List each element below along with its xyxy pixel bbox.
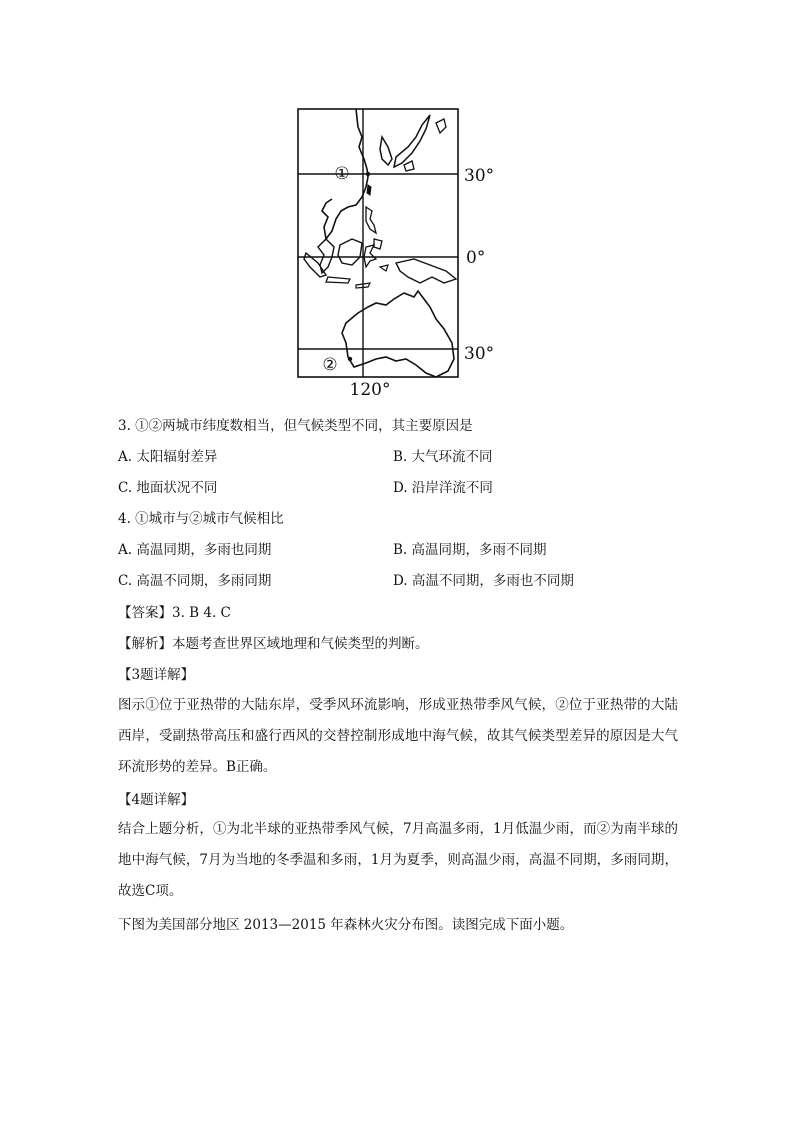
australia-coastline (342, 291, 454, 377)
java-shape (326, 277, 350, 283)
map-svg (296, 107, 506, 407)
q4-option-a: A. 高温同期，多雨也同期 (118, 542, 272, 558)
korea-shape (380, 137, 392, 165)
new-guinea-shape (396, 259, 456, 283)
sulawesi-shape (364, 245, 376, 267)
lon-120-label: 120° (349, 380, 391, 400)
next-section-intro: 下图为美国部分地区 2013—2015 年森林火灾分布图。读图完成下面小题。 (118, 917, 574, 933)
q3-option-a: A. 太阳辐射差异 (118, 449, 218, 465)
q4-option-d: D. 高温不同期，多雨也不同期 (393, 573, 574, 589)
detail3-heading: 【3题详解】 (118, 667, 195, 683)
analysis-line: 【解析】本题考查世界区域地理和气候类型的判断。 (118, 636, 429, 652)
lat-0-label: 0° (466, 248, 486, 268)
lat-30n-label: 30° (464, 166, 495, 186)
mindanao-shape (374, 239, 382, 249)
q4-option-c: C. 高温不同期，多雨同期 (118, 573, 272, 589)
borneo-shape (338, 239, 362, 265)
hokkaido-shape (436, 119, 446, 133)
q4-stem: 4. ①城市与②城市气候相比 (118, 511, 284, 527)
asia-australia-map (296, 107, 506, 407)
taiwan-shape (367, 185, 371, 195)
q4-option-b: B. 高温同期，多雨不同期 (393, 542, 547, 558)
q3-stem: 3. ①②两城市纬度数相当，但气候类型不同，其主要原因是 (118, 418, 473, 434)
island-shape (380, 265, 388, 271)
city2-label: ② (322, 355, 338, 375)
detail4-heading: 【4题详解】 (118, 792, 195, 808)
city2-dot (348, 357, 352, 361)
q3-option-d: D. 沿岸洋流不同 (393, 480, 493, 496)
philippines-shape (366, 207, 376, 233)
q3-option-b: B. 大气环流不同 (393, 449, 493, 465)
lat-30s-label: 30° (464, 344, 495, 364)
detail4-paragraph: 结合上题分析，①为北半球的亚热带季风气候，7月高温多雨，1月低温少雨，而②为南半球的地中海气候，7月为当地的冬季温和多雨，1月为夏季，则高温少雨，高温不同期，多雨同期，故选C项。 (118, 821, 678, 899)
kyushu-shape (404, 161, 414, 171)
city1-label: ① (334, 164, 350, 184)
detail3-paragraph: 图示①位于亚热带的大陆东岸，受季风环流影响，形成亚热带季风气候，②位于亚热带的大陆西岸，受副热带高压和盛行西风的交替控制形成地中海气候，故其气候类型差异的原因是大气环流形势的差异。B正确。 (118, 697, 678, 775)
city1-dot (366, 172, 370, 176)
japan-shape (394, 115, 430, 167)
indochina-shape (318, 239, 334, 273)
q3-option-c: C. 地面状况不同 (118, 480, 218, 496)
answer-line: 【答案】3. B 4. C (118, 605, 231, 621)
